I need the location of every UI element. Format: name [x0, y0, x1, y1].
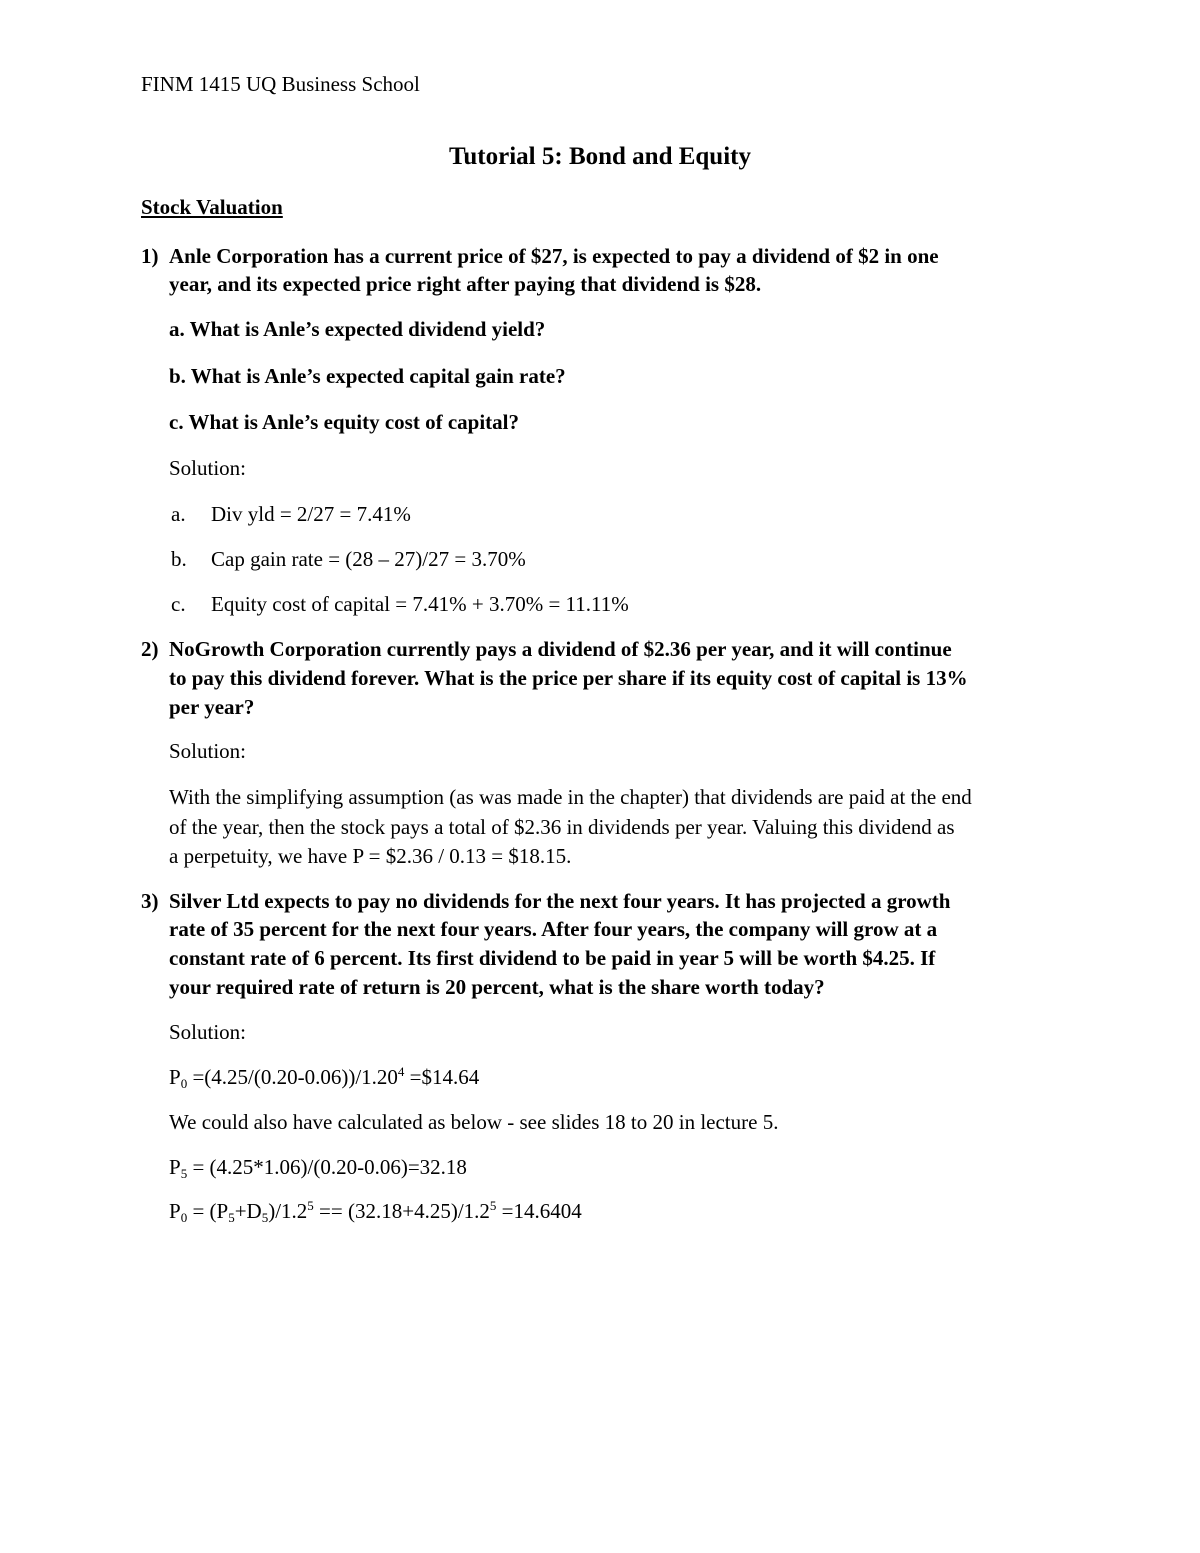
question-1b: b. What is Anle’s expected capital gain rate? [169, 364, 566, 388]
answer-1a-letter: a. [171, 502, 186, 526]
question-2-solution-line-3: a perpetuity, we have P = $2.36 / 0.13 = $18.15. [169, 844, 572, 868]
question-2-solution-label: Solution: [169, 739, 247, 763]
question-3-line-2: rate of 35 percent for the next four years. After four years, the company will grow at a [169, 917, 938, 941]
question-1-number: 1) [141, 244, 159, 268]
question-1-line-1: Anle Corporation has a current price of $27, is expected to pay a dividend of $2 in one [169, 244, 939, 268]
question-2-solution-line-2: of the year, then the stock pays a total of $2.36 in dividends per year. Valuing this dividend as [169, 815, 955, 839]
formula-p0: $P_0 =(4.25/(0.20-0.06))/1.20^4$ =$14.64 [169, 1064, 480, 1091]
page-title: Tutorial 5: Bond and Equity [449, 143, 751, 170]
answer-1c: Equity cost of capital = 7.41% + 3.70% = 11.11% [211, 592, 629, 616]
answer-1b: Cap gain rate = (28 – 27)/27 = 3.70% [211, 547, 526, 571]
answer-1a: Div yld = 2/27 = 7.41% [211, 502, 411, 526]
question-3-solution-label: Solution: [169, 1020, 247, 1044]
alternative-method-note: We could also have calculated as below - see slides 18 to 20 in lecture 5. [169, 1110, 779, 1134]
formula-p5: $P_5 = (4.25*1.06)/(0.20-0.06)=32.18$ [169, 1155, 467, 1181]
question-2-line-1: NoGrowth Corporation currently pays a dividend of $2.36 per year, and it will continue [169, 637, 952, 661]
answer-1c-letter: c. [171, 592, 186, 616]
question-1-solution-label: Solution: [169, 456, 247, 480]
formula-p0-alternative: $P_0 = (P_5+D_5)/1.2^5 == (32.18+4.25)/1.2^5 =14.6404$ [169, 1198, 582, 1225]
course-header: FINM 1415 UQ Business School [141, 72, 420, 96]
question-1a: a. What is Anle’s expected dividend yield? [169, 317, 546, 341]
section-heading: Stock Valuation [141, 195, 283, 219]
question-2-line-3: per year? [169, 695, 255, 719]
question-2-line-2: to pay this dividend forever. What is the price per share if its equity cost of capital is 13% [169, 666, 968, 690]
question-3-number: 3) [141, 889, 159, 913]
question-3-line-1: Silver Ltd expects to pay no dividends for the next four years. It has projected a growth [169, 889, 951, 913]
question-1-line-2: year, and its expected price right after paying that dividend is $28. [169, 272, 762, 296]
question-3-line-3: constant rate of 6 percent. Its first dividend to be paid in year 5 will be worth $4.25. If [169, 946, 936, 970]
question-2-solution-line-1: With the simplifying assumption (as was made in the chapter) that dividends are paid at the end [169, 785, 972, 809]
question-1c: c. What is Anle’s equity cost of capital? [169, 410, 519, 434]
question-2-number: 2) [141, 637, 159, 661]
question-3-line-4: your required rate of return is 20 percent, what is the share worth today? [169, 975, 825, 999]
answer-1b-letter: b. [171, 547, 187, 571]
